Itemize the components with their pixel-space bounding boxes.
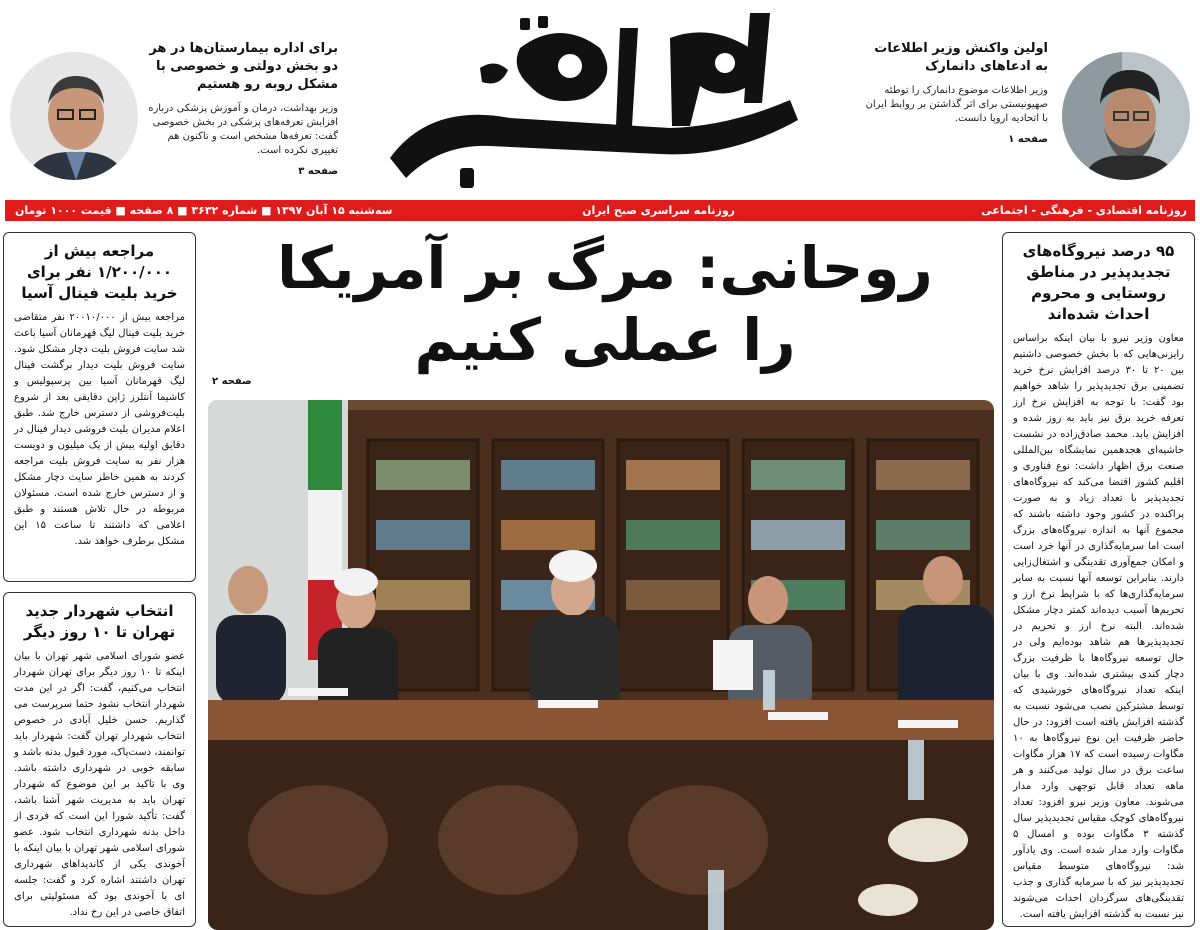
intelligence-minister-teaser [858,40,1048,145]
intelligence-minister-portrait [1062,52,1190,180]
paper-tagline: روزنامه سراسری صبح ایران [582,204,735,217]
right-story [1002,232,1195,927]
teaser-title: اولین واکنش وزیر اطلاعات به ادعاهای دانمارک [874,41,1048,74]
story-body: مراجعه بیش از ۲۰۰۱۰/۰۰۰ نفر متقاضی خرید بلیت فینال لیگ قهرمانان آسیا باعث شد سایت فروش بلیت دچار مشکل شود. سایت فروش بلیت دیدار برگشت فینال لیگ قهرمانان آسیا بین پرسپولیس و کاشیما آنتلرز ژاپن دقایقی بعد از شروع بلیت‌فروشی از دسترس خارج شد. طبق اعلام مدیران بلیت فروشی دیدار فینال در دقایق اولیه بیش از یک میلیون و دویست هزار نفر به سایت فروش بلیت مراجعه کردند به همین خاطر سایت دچار مشکل و از دسترس خارج شده است. مسئولان مربوطه در حال تلاش هستند و طبق اعلامی که داشتند تا ساعت ۱۵ این مشکل برطرف خواهد شد. [14,312,185,547]
story-title: مراجعه بیش از ۱/۲۰۰/۰۰۰ نفر برای خرید بلیت فینال آسیا [21,242,178,302]
paper-category: روزنامه اقتصادی - فرهنگی - اجتماعی [981,204,1187,217]
left-story-top [3,232,196,582]
health-minister-teaser [148,40,338,177]
main-headline [210,232,1000,376]
newspaper-logo [370,8,820,198]
cabinet-meeting-photo [208,400,994,930]
health-minister-portrait [10,52,138,180]
issue-info: سه‌شنبه ۱۵ آبان ۱۳۹۷ ■ شماره ۳۶۳۲ ■ ۸ صفحه ■ قیمت ۱۰۰۰ تومان [15,204,393,217]
teaser-title: برای اداره بیمارستان‌ها در هر دو بخش دولتی و خصوصی با مشکل روبه رو هستیم [149,41,338,92]
teaser-page-ref: صفحه ۳ [298,166,338,177]
headline-line-1: روحانی: مرگ بر آمریکا [277,234,933,302]
story-title: ۹۵ درصد نیروگاه‌های تجدیدپذیر در مناطق روستایی و محروم احداث شده‌اند [1022,242,1175,323]
story-body: عضو شورای اسلامی شهر تهران با بیان اینکه تا ۱۰ روز دیگر برای تهران شهردار انتخاب می‌کنیم، گفت: اگر در این مدت شهردار انتخاب نشود حتما سرپرست می گذاریم. حسن خلیل آبادی در خصوص انتخاب شهردار تهران گفت: شهردار باید توانمند، دست‌پاک، مورد قبول بدنه باشد و سابقه خوبی در شهرداری داشته باشد. وی با تاکید بر این موضوع که شهردار تهران باید به مدیریت شهر آشنا باشد، گفت: تأکید شورا این است که فردی از داخل بدنه شهرداری انتخاب شود. عضو شورای اسلامی شهر تهران با بیان اینکه با آخوندی یکی از کاندیداهای شهرداری تهران داشتند اشاره کرد و گفت: جلسه ای با آخوندی بود که مسئولیتی برای اتفاق خاصی در این رخ نداد. [13,651,185,918]
masthead-info-band [5,200,1195,221]
teaser-page-ref: صفحه ۱ [1008,134,1048,145]
headline-line-2: را عملی کنیم [414,306,796,374]
masthead [0,0,1200,200]
story-body: معاون وزیر نیرو با بیان اینکه براساس رایزنی‌هایی که با بخش خصوصی داشتیم بین ۲۰ تا ۳۰ درصد افزایش نرخ خرید تضمینی برق تجدیدپذیر را شاهد خواهیم بود گفت: با توجه به افزایش نرخ ارز تعرفه خرید برق نیز باید به روز شده و افزایش یابد. محمد صادق‌زاده در نشست حاشیه‌ای هجدهمین نمایشگاه بین‌المللی صنعت برق اظهار داشت: نوع فناوری و اقلیم کشور اقتضا می‌کند که نیروگاه‌های تجدیدپذیر با تعداد زیاد و به صورت پراکنده در کشور وجود داشته باشند که مجموع آنها به اندازه نیروگاه‌های بزرگ است اما سرمایه‌گذاری در آنها خرد است و امکان جمع‌آوری تقدینگی و اشتغال‌زایی دارند. بنابراین توسعه آنها نسبت به سایر سرمایه‌گذاری‌ها که با شرایط نرخ ارز و تحریم‌ها آسیب دیده‌اند کمتر دچار مشکل شده‌اند. البته نرخ ارز و تحریم در تجدیدپذیرها هم شاهد بوده‌ایم ولی در حال توسعه نیروگاه‌ها با ظرفیت بزرگ دچار کندی بیشتری شده‌اند. وی با بیان اینکه تعداد نیروگاه‌های خورشیدی که توسط مشترکین نصب می‌شود نسبت به گذشته افزایش یافته است افزود: در حال حاضر ظرفیت این نوع نیروگاه‌ها به ۱۰ مگاوات رسیده است که ۱۷ هزار مگاوات ساعت برق در سال تولید می‌کنند و هر ماهه تعداد قابل توجهی وارد مدار می‌شوند. معاون وزیر نیرو افزود: تعداد نیروگاه‌های کوچک مقیاس تجدیدپذیر سال گذشته ۳ مگاوات بوده و امسال ۵ مگاوات وارد مدار شده است. وی یادآور شد: نیروگاه‌های متوسط مقیاس تجدیدپذیر نیز که با سرمایه گذاری و جذب تقدینگی‌های سرگردان احداث می‌شوند نیز نسبت به گذشته افزایش یافته است. [1013,333,1185,920]
headline-page-ref: صفحه ۲ [212,376,252,387]
teaser-body: وزیر بهداشت، درمان و آموزش پزشکی درباره افزایش تعرفه‌های پزشکی در بخش خصوصی گفت: تعرفه‌ها مشخص است و تاکنون هم تغییری نکرده است. [148,103,338,156]
teaser-body: وزیر اطلاعات موضوع دانمارک را توطئه صهیونیستی برای اثر گذاشتن بر روابط ایران با اتحادیه اروپا دانست. [865,85,1048,124]
left-story-bottom [3,592,196,927]
story-title: انتخاب شهردار جدید تهران تا ۱۰ روز دیگر [23,602,176,641]
